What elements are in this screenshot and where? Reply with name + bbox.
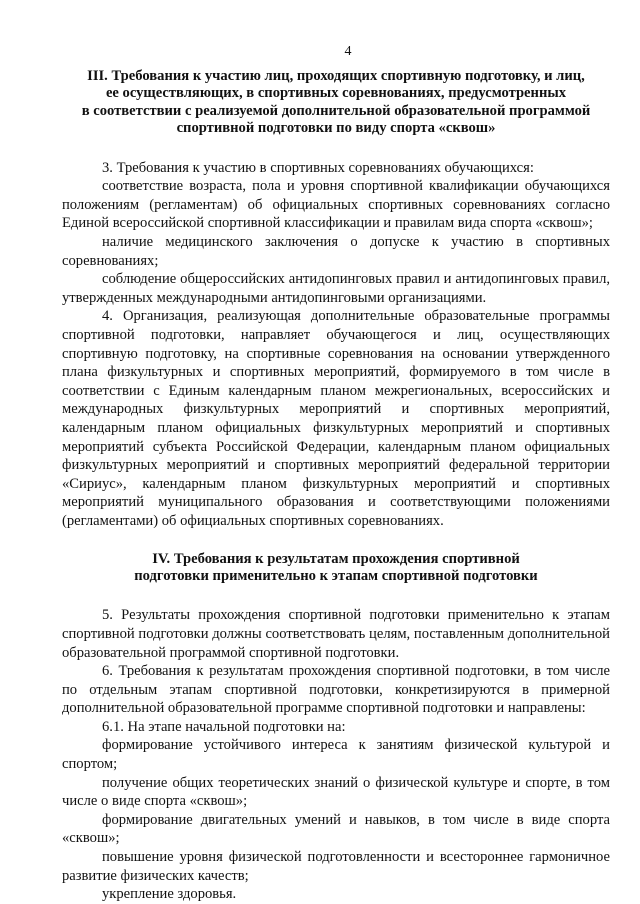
section-4-heading-line: IV. Требования к результатам прохождения спортивной — [152, 550, 520, 567]
section-4-body — [62, 606, 610, 904]
section-3-heading-line: спортивной подготовки по виду спорта «сквош» — [176, 120, 496, 137]
paragraph-6: 6. Требования к результатам прохождения спортивной подготовки, в том числе по отдельным этапам спортивной подготовки, конкретизируются в примерной дополнительной образовательной программе спортивной подготовки и направлены: — [62, 663, 610, 717]
paragraph-6-1-physical-fitness: повышение уровня физической подготовленности и всестороннее гармоничное развитие физических качеств; — [62, 849, 610, 884]
paragraph-3-medical-certificate: наличие медицинского заключения о допуске к участию в спортивных соревнованиях; — [62, 234, 610, 269]
paragraph-4: 4. Организация, реализующая дополнительные образовательные программы спортивной подготовки, направляет обучающегося и лиц, осуществляющих спортивную подготовку, на спортивные соревнования на основании утвержденного плана физкультурных и спортивных мероприятий, формируемого в том числе в соответствии с Единым календарным планом межрегиональных, всероссийских и международных физкультурных мероприятий и спортивных мероприятий, календарным планом официальных физкультурных мероприятий и спортивных мероприятий субъекта Российской Федерации, календарным планом официальных физкультурных мероприятий и спортивных мероприятий федеральной территории «Сириус», календарным планом физкультурных мероприятий и спортивных мероприятий муниципального образования и соответствующими положениями (регламентами) об официальных спортивных соревнованиях. — [62, 308, 610, 529]
section-4-heading-line: подготовки применительно к этапам спортивной подготовки — [134, 567, 538, 584]
paragraph-6-1-theory: получение общих теоретических знаний о физической культуре и спорте, в том числе о виде спорта «сквош»; — [62, 774, 610, 810]
section-3-heading — [62, 68, 610, 138]
paragraph-6-1: 6.1. На этапе начальной подготовки на: — [102, 718, 346, 735]
paragraph-3: 3. Требования к участию в спортивных соревнованиях обучающихся: — [102, 159, 534, 176]
section-3-heading-line: в соответствии с реализуемой дополнительной образовательной программой — [81, 102, 591, 119]
paragraph-6-1-interest: формирование устойчивого интереса к занятиям физической культурой и спортом; — [62, 737, 610, 773]
section-3-heading-line: III. Требования к участию лиц, проходящих спортивную подготовку, и лиц, — [87, 68, 585, 84]
section-4-heading — [62, 551, 610, 586]
paragraph-6-1-health: укрепление здоровья. — [102, 886, 237, 903]
paragraph-3-antidoping: соблюдение общероссийских антидопинговых правил и антидопинговых правил, утвержденных международными антидопинговыми организациями. — [62, 271, 610, 306]
paragraph-6-1-motor-skills: формирование двигательных умений и навыков, в том числе в виде спорта «сквош»; — [62, 811, 610, 847]
page-number: 4 — [344, 44, 352, 59]
paragraph-3-age-sex-qualification: соответствие возраста, пола и уровня спортивной квалификации обучающихся положениям (регламентам) об официальных спортивных соревнованиях согласно Единой всероссийской спортивной классификации и правилам вида спорта «сквош»; — [62, 178, 610, 232]
section-3-heading-line: ее осуществляющих, в спортивных соревнованиях, предусмотренных — [105, 85, 567, 102]
section-3-body — [62, 159, 610, 531]
paragraph-5: 5. Результаты прохождения спортивной подготовки применительно к этапам спортивной подготовки должны соответствовать целям, поставленным дополнительной образовательной программой спортивной подготовки. — [62, 607, 610, 661]
